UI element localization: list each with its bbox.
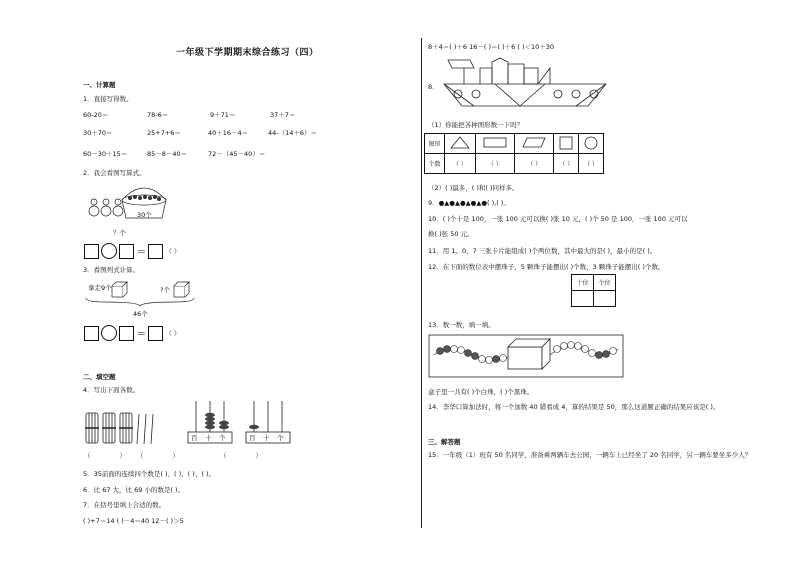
equation-boxes-2: ＝ （ ） (84, 325, 180, 341)
question-1: 1．直接写得数。 (83, 95, 133, 103)
question-8-part-2: （2）( )最多，( )和( )同样多。 (428, 184, 519, 192)
answer-parens-row: （ ） （ ） （ ） (84, 452, 263, 460)
abacus-1-ones: 个 (219, 434, 226, 442)
calc-item: 78-6＝ (147, 111, 169, 119)
operator-circle[interactable] (101, 243, 117, 259)
row-label-shape: 图形 (425, 134, 445, 154)
question-6: 6．比 67 大，比 69 小的数是( )。 (83, 486, 185, 494)
answer-box[interactable] (148, 326, 163, 341)
unit-paren: （ ） (165, 247, 181, 256)
basket-count-label: 30个 (137, 211, 152, 219)
calc-item: 25+7+6＝ (147, 129, 181, 137)
calc-item: 30＋70＝ (83, 129, 113, 137)
page-title: 一年级下学期期末综合练习（四） (176, 48, 319, 58)
answer-box[interactable] (119, 244, 134, 259)
equation-boxes-1: ＝ （ ） (84, 243, 180, 259)
basket-illustration (84, 178, 174, 228)
parallelogram-icon (515, 134, 554, 154)
tens-header: 十位 (572, 275, 594, 291)
remaining-label: ?个 (160, 286, 170, 294)
ones-cell[interactable] (594, 291, 616, 307)
calc-item: 60－30＋15＝ (83, 150, 128, 158)
count-blank[interactable]: （ ） (475, 154, 514, 174)
place-value-table (571, 274, 616, 307)
answer-box[interactable] (84, 326, 99, 341)
question-10-line-1: 10．( )个十是 100，一张 100 元可以换( )张 10 元，( )个 50 是 100，一张 100 元可以 (428, 215, 688, 223)
answer-box[interactable] (84, 244, 99, 259)
question-5: 5．35前面的连续四个数是( )、( )、( )、( )。 (83, 470, 215, 478)
question-7: 7．在括号里填上合适的数。 (83, 501, 166, 509)
count-blank[interactable]: （ ） (445, 154, 476, 174)
bead-box-illustration (428, 333, 624, 379)
brace-question: ？个 (113, 229, 126, 237)
calc-item: 60-20＝ (83, 111, 109, 119)
abacus-1-tens: 十 (205, 434, 212, 442)
question-2: 2．我会看图写算式。 (83, 169, 146, 177)
section-fill-heading: 二、填空题 (83, 373, 116, 381)
total-label: 46个 (133, 310, 148, 318)
count-blank[interactable]: （ ） (554, 154, 579, 174)
abacus-2-ones: 个 (277, 434, 284, 442)
question-4: 4．写出下面各数。 (83, 386, 140, 394)
abacus-2-hundreds: 百 (249, 434, 256, 442)
unit-paren: （ ） (165, 329, 181, 338)
question-13-answer: 盒子里一共有( )个白珠，( )个黑珠。 (428, 388, 534, 396)
question-10-line-2: 换( )张 50 元。 (428, 230, 474, 238)
question-8-part-1: （1）你能把各种图形数一下吗？ (428, 121, 524, 129)
took-away-label: 拿走9个 (88, 284, 112, 292)
question-13: 13．数一数，填一填。 (428, 321, 495, 329)
calc-item: 72－（45－40）＝ (208, 150, 266, 158)
stick-bundles (84, 410, 174, 450)
question-15: 15．一年级（1）班有 50 名同学，准备乘两辆车去公园，一辆车上已经坐了 20 名同学，另一辆车要坐多少人？ (428, 451, 752, 459)
count-blank[interactable]: （ ） (579, 154, 604, 174)
tens-cell[interactable] (572, 291, 594, 307)
calc-item: 9＋71＝ (210, 111, 236, 119)
question-12: 12．在下面的数位表中摆珠子，5 颗珠子能摆出( )个数，3 颗珠子能摆出( )个数。 (428, 263, 665, 271)
answer-box[interactable] (148, 244, 163, 259)
triangle-icon (445, 134, 476, 154)
count-blank[interactable]: （ ） (515, 154, 554, 174)
calc-item: 37＋7＝ (270, 111, 296, 119)
abacus-2-tens: 十 (263, 434, 270, 442)
question-7-equations: ( )+7＝14 ( )－4＝40 12－( )＞5 (83, 517, 184, 525)
answer-box[interactable] (119, 326, 134, 341)
abacus-1-hundreds: 百 (191, 434, 198, 442)
section-solve-heading: 三、解答题 (428, 438, 461, 446)
row-label-count: 个数 (425, 154, 445, 174)
question-9: 9．●▲●▲●▲●▲●( ),( )。 (428, 199, 510, 207)
rectangle-icon (475, 134, 514, 154)
question-8: 8． (428, 83, 439, 91)
ones-header: 个位 (594, 275, 616, 291)
section-calc-heading: 一、计算题 (83, 81, 116, 89)
calc-item: 44-（14＋6）＝ (268, 129, 318, 137)
q7-continued: 8＋4＝( )＋6 16－( )＝( )＋6 ( )＜10＋30 (428, 43, 555, 51)
calc-item: 40＋16－4＝ (208, 129, 249, 137)
question-3: 3．看图列式计算。 (83, 266, 140, 274)
question-11: 11．用 1、0、7 三张卡片能组成( )个两位数，其中最大的是( )，最小的是( )。 (428, 247, 657, 255)
question-14: 14．李华口算加法时，将一个加数 40 错看成 4，算的结果是 50，那么这道题正确的结果应该是( )。 (428, 403, 720, 411)
shape-count-table (424, 133, 604, 174)
column-divider (421, 38, 422, 528)
square-icon (554, 134, 579, 154)
ship-shapes-drawing (440, 54, 610, 112)
circle-icon (579, 134, 604, 154)
calc-item: 85－8－40＝ (147, 150, 188, 158)
operator-circle[interactable] (101, 325, 117, 341)
